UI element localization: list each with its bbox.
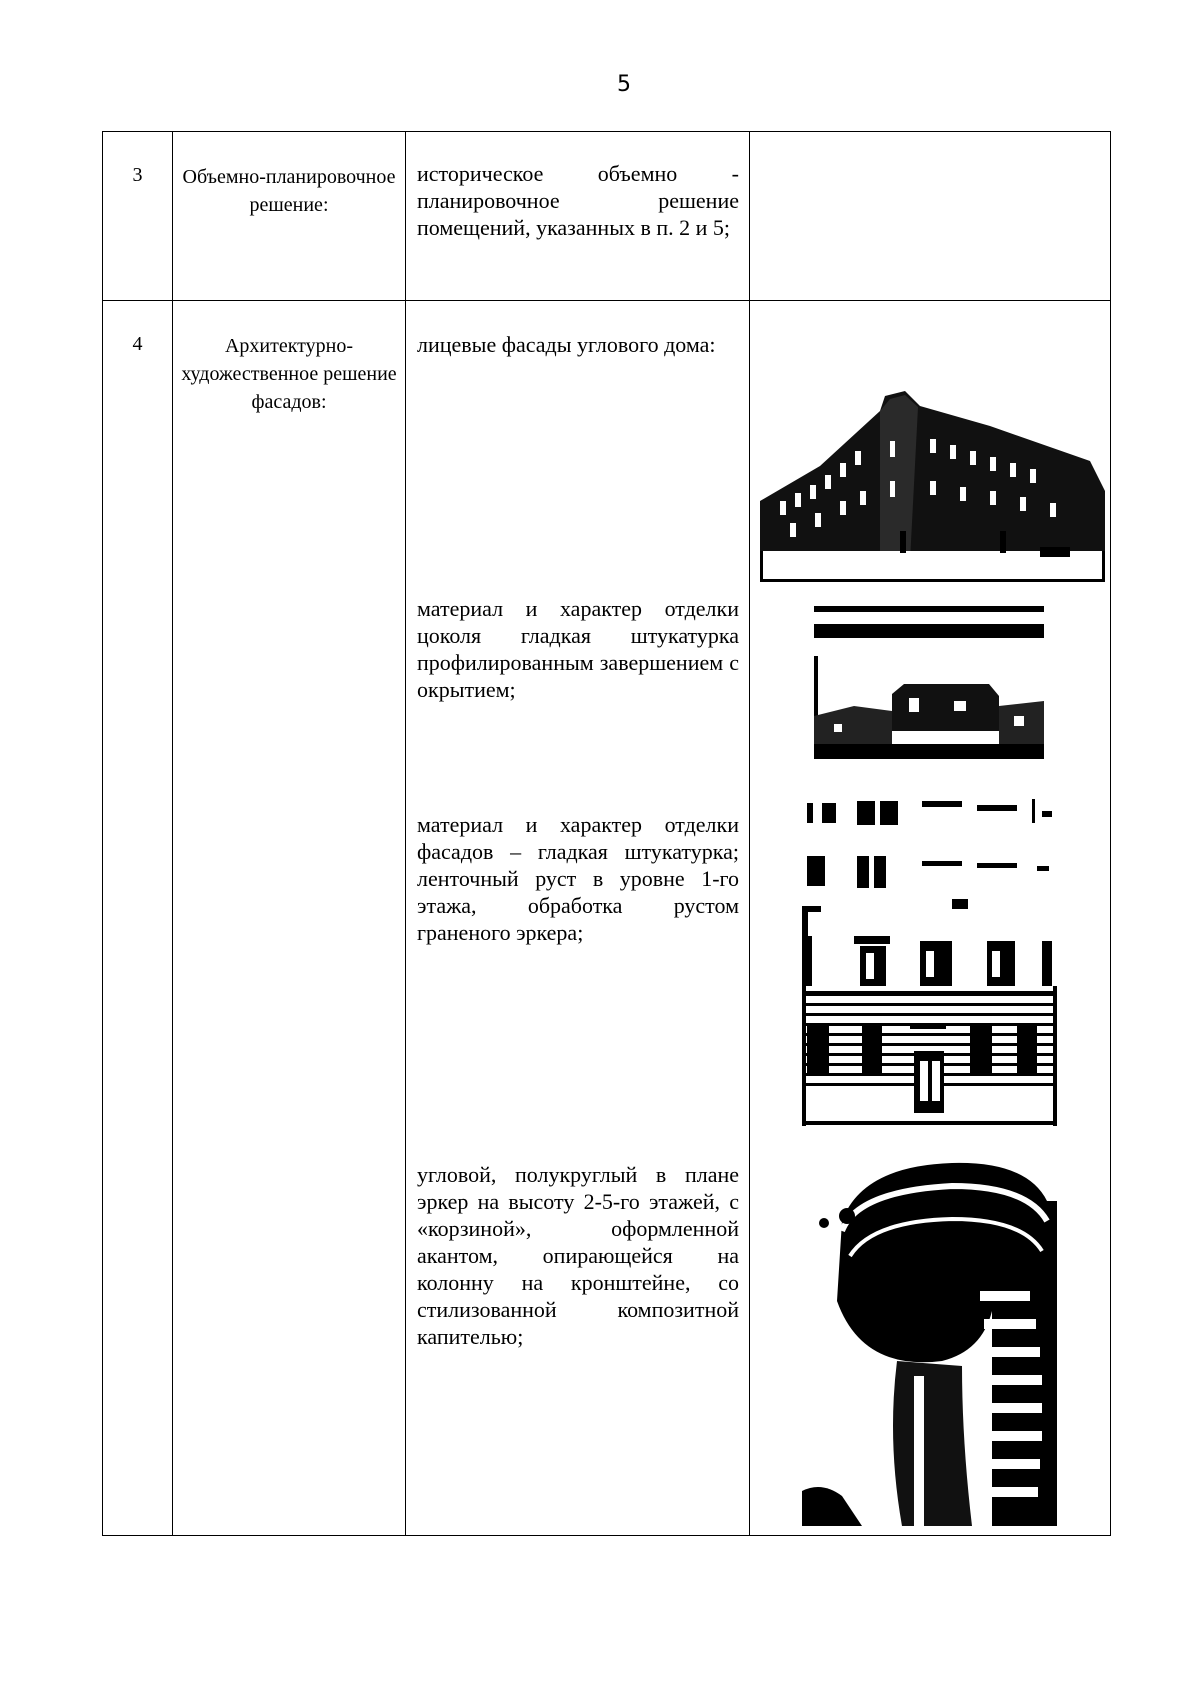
description-text: лицевые фасады углового дома: <box>417 332 716 357</box>
description-text: угловой, полукруглый в плане эркер на высоту 2-5-го этажей, с «корзиной», оформленной акантом, опирающейся на колонну на кронштейне, со стилизованной композитной капителью; <box>417 1162 739 1349</box>
description-text: материал и характер отделки цоколя гладкая штукатурка профилированным завершением с окрытием; <box>417 596 739 702</box>
bay-window-photo <box>802 1161 1057 1526</box>
corner-building-photo <box>760 351 1105 591</box>
description-cell <box>406 132 750 301</box>
row-number: 4 <box>103 301 173 1536</box>
row-title-text: Архитектурно-художественное решение фасадов: <box>181 335 397 413</box>
facade-photo <box>802 791 1057 1136</box>
table-row <box>103 301 1111 1536</box>
row-title <box>173 132 406 301</box>
row-number: 3 <box>103 132 173 301</box>
photo-cell <box>750 301 1111 1536</box>
table-row <box>103 132 1111 301</box>
plinth-photo <box>814 606 1044 759</box>
description-cell <box>406 301 750 1536</box>
photo-cell <box>750 132 1111 301</box>
description-text: историческое объемно - планировочное решение помещений, указанных в п. 2 и 5; <box>417 161 739 240</box>
heritage-table <box>102 131 1111 1536</box>
description-text: материал и характер отделки фасадов – гладкая штукатурка; ленточный руст в уровне 1-го этажа, обработка рустом граненого эркера; <box>417 812 739 945</box>
row-title <box>173 301 406 1536</box>
row-title-text: Объемно-планировочное решение: <box>182 166 396 216</box>
page-number: 5 <box>617 72 631 97</box>
